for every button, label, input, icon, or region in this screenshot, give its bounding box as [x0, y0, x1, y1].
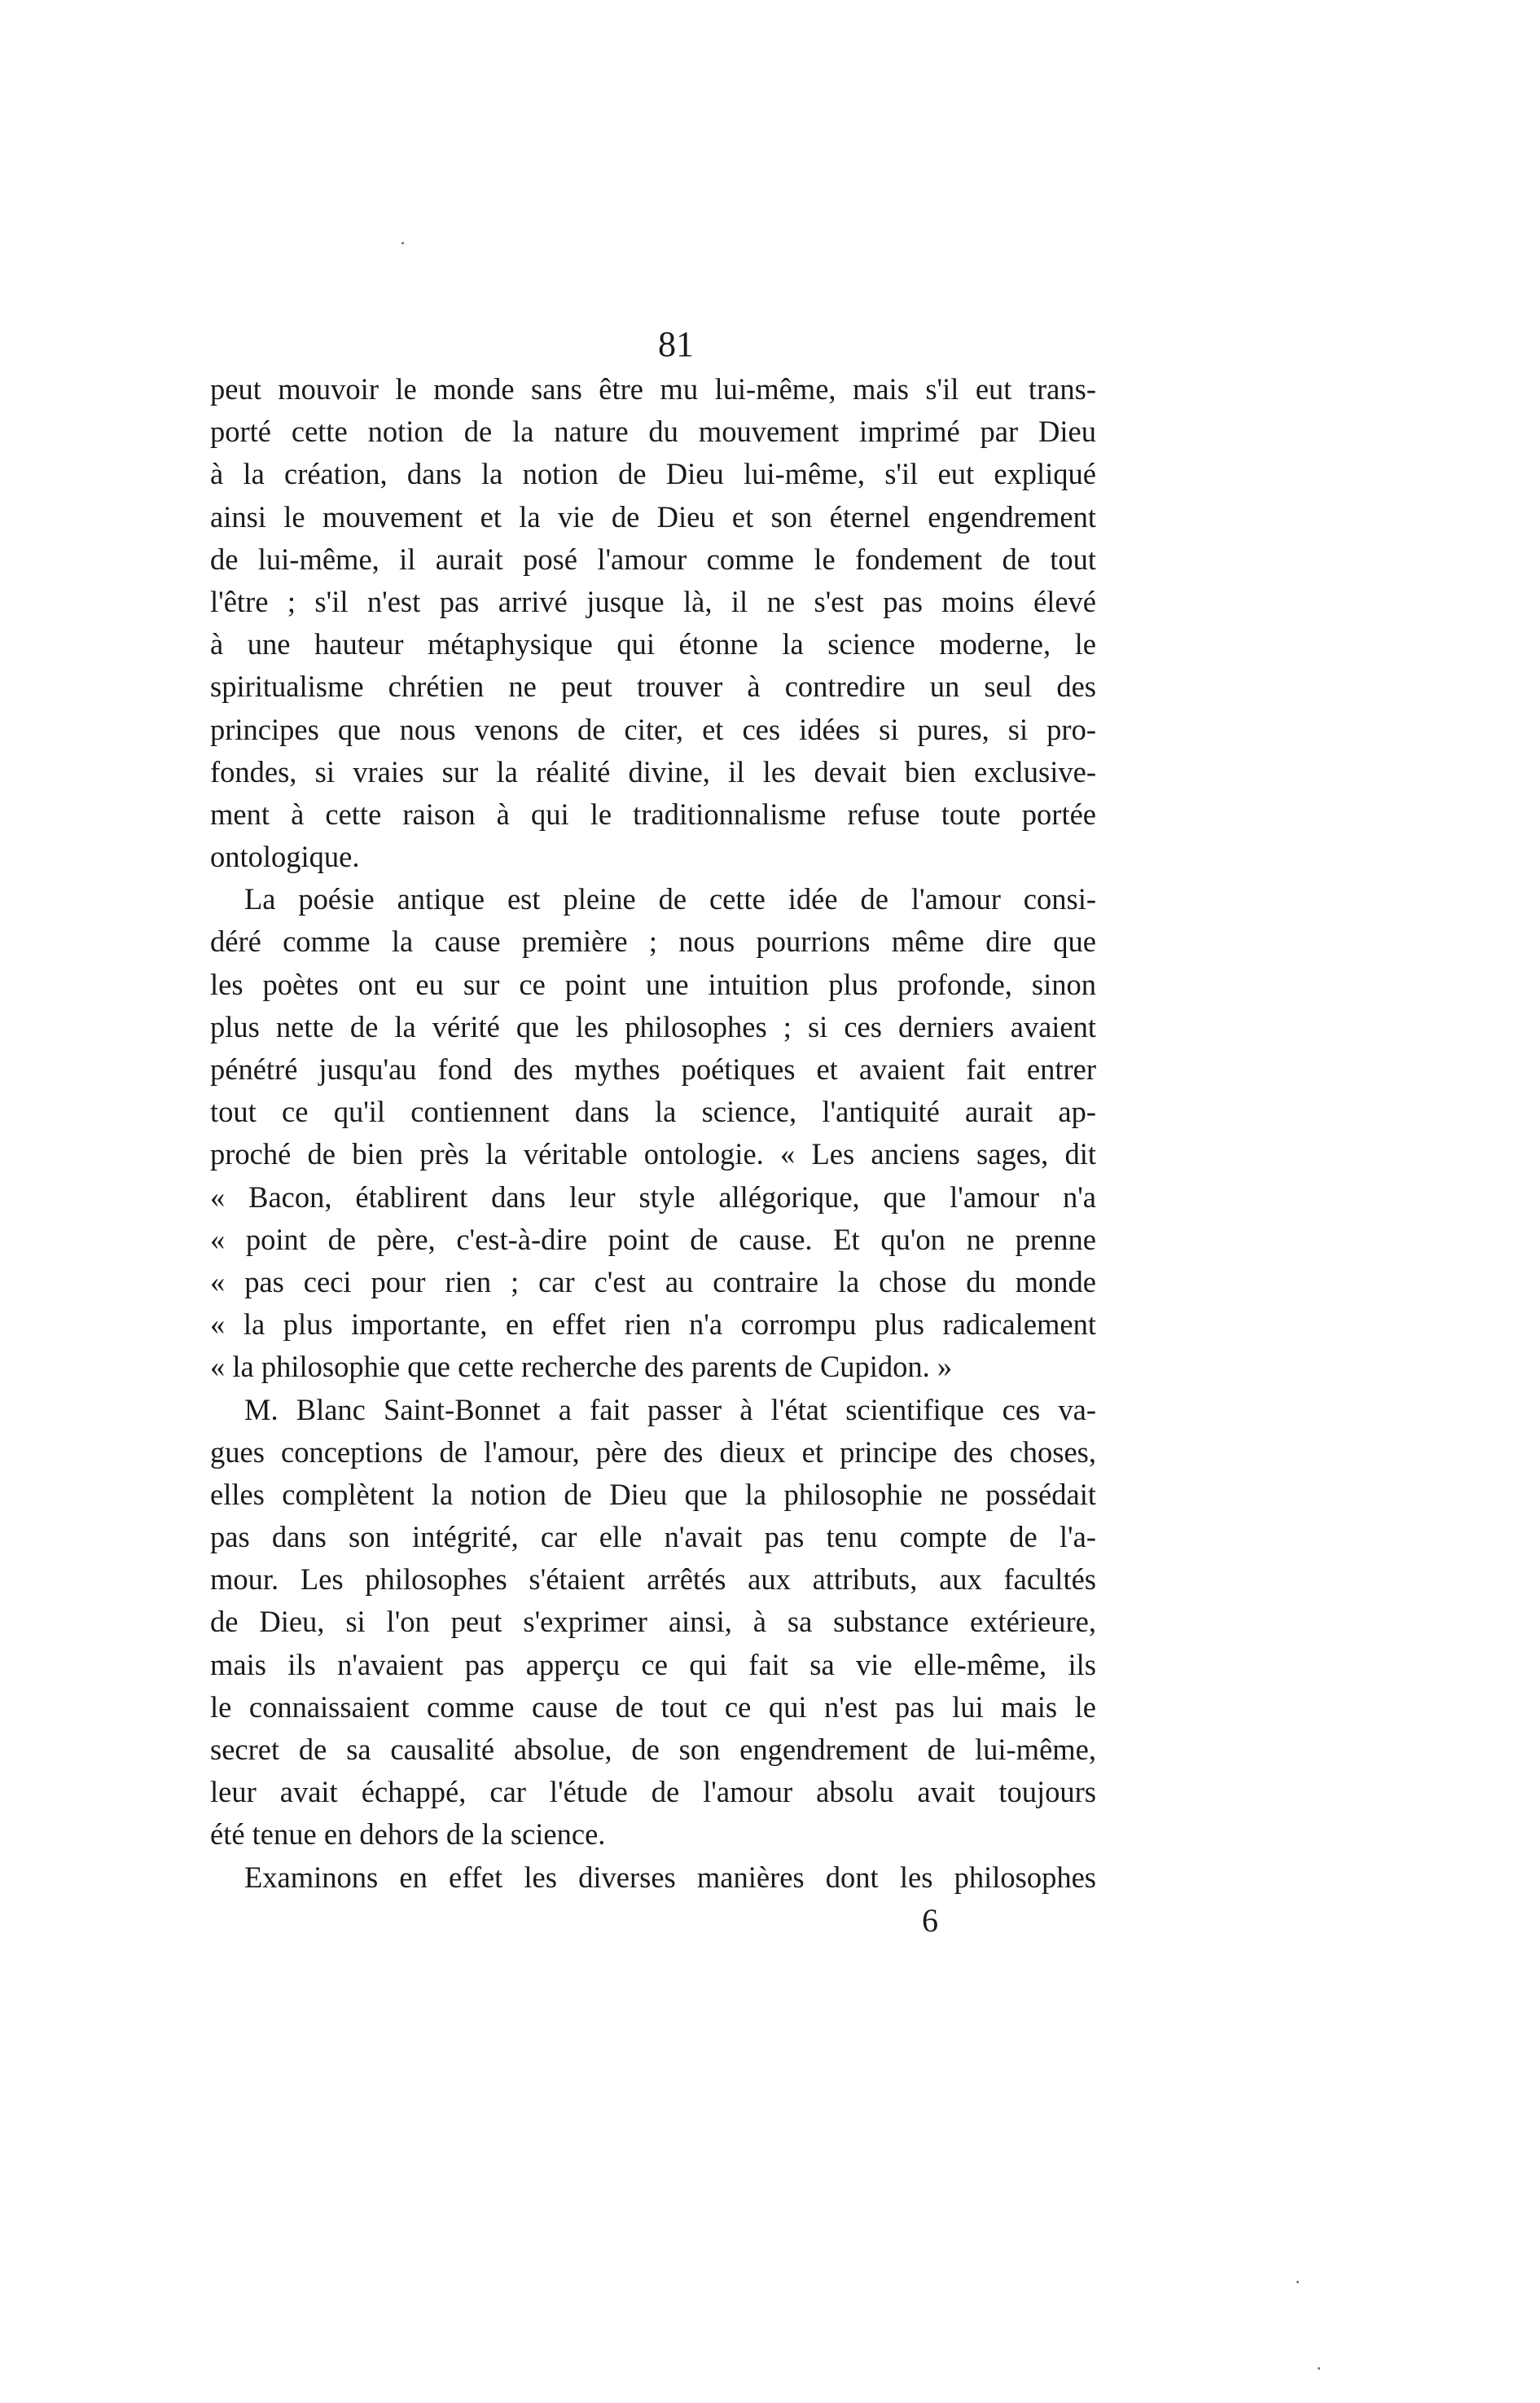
text-line: « pas ceci pour rien ; car c'est au contraire la chose du monde	[210, 1264, 1096, 1298]
text-line: le connaissaient comme cause de tout ce qui n'est pas lui mais le	[210, 1689, 1096, 1724]
text-line: les poètes ont eu sur ce point une intuition plus profonde, sinon	[210, 967, 1096, 1001]
text-line: Examinons en effet les diverses manières dont les philosophes	[244, 1860, 1096, 1894]
text-line: porté cette notion de la nature du mouvement imprimé par Dieu	[210, 415, 1096, 449]
text-line: La poésie antique est pleine de cette idée de l'amour consi-	[244, 882, 1096, 916]
text-line: « la plus importante, en effet rien n'a corrompu plus radicalement	[210, 1307, 1096, 1342]
text-line: fondes, si vraies sur la réalité divine, il les devait bien exclusive-	[210, 754, 1096, 789]
text-line: l'être ; s'il n'est pas arrivé jusque là, il ne s'est pas moins élevé	[210, 584, 1096, 618]
text-line: ontologique.	[210, 840, 360, 874]
text-line: leur avait échappé, car l'étude de l'amour absolu avait toujours	[210, 1775, 1096, 1809]
text-line: plus nette de la vérité que les philosophes ; si ces derniers avaient	[210, 1009, 1096, 1043]
text-line: M. Blanc Saint-Bonnet a fait passer à l'état scientifique ces va-	[244, 1392, 1096, 1426]
paper-speck	[1296, 2281, 1299, 2283]
text-line: pénétré jusqu'au fond des mythes poétiques et avaient fait entrer	[210, 1052, 1096, 1086]
text-line: peut mouvoir le monde sans être mu lui-même, mais s'il eut trans-	[210, 372, 1096, 406]
body-text	[210, 368, 1096, 1899]
text-line: à une hauteur métaphysique qui étonne la science moderne, le	[210, 627, 1096, 661]
text-line: « la philosophie que cette recherche des parents de Cupidon. »	[210, 1350, 953, 1384]
text-line: spiritualisme chrétien ne peut trouver à contredire un seul des	[210, 670, 1096, 704]
page-number: 81	[658, 324, 694, 364]
text-line: principes que nous venons de citer, et ces idées si pures, si pro-	[210, 712, 1096, 746]
text-line: ainsi le mouvement et la vie de Dieu et son éternel engendrement	[210, 499, 1096, 534]
text-line: à la création, dans la notion de Dieu lui-même, s'il eut expliqué	[210, 457, 1096, 491]
text-line: été tenue en dehors de la science.	[210, 1817, 606, 1852]
text-line: « Bacon, établirent dans leur style allégorique, que l'amour n'a	[210, 1180, 1096, 1214]
text-line: mour. Les philosophes s'étaient arrêtés aux attributs, aux facultés	[210, 1562, 1096, 1597]
text-line: gues conceptions de l'amour, père des dieux et principe des choses,	[210, 1434, 1096, 1469]
signature-mark: 6	[922, 1902, 938, 1939]
paper-speck	[1318, 2367, 1320, 2370]
text-line: pas dans son intégrité, car elle n'avait pas tenu compte de l'a-	[210, 1520, 1096, 1554]
text-line: déré comme la cause première ; nous pourrions même dire que	[210, 925, 1096, 959]
text-line: « point de père, c'est-à-dire point de cause. Et qu'on ne prenne	[210, 1222, 1096, 1256]
text-line: ment à cette raison à qui le traditionnalisme refuse toute portée	[210, 797, 1096, 831]
text-line: secret de sa causalité absolue, de son engendrement de lui-même,	[210, 1733, 1096, 1766]
text-line: mais ils n'avaient pas apperçu ce qui fait sa vie elle-même, ils	[210, 1647, 1096, 1681]
text-line: de Dieu, si l'on peut s'exprimer ainsi, à sa substance extérieure,	[210, 1605, 1096, 1639]
paper-speck	[401, 242, 404, 244]
text-line: elles complètent la notion de Dieu que la philosophie ne possédait	[210, 1477, 1096, 1511]
text-line: de lui-même, il aurait posé l'amour comme le fondement de tout	[210, 542, 1096, 576]
text-line: proché de bien près la véritable ontologie. « Les anciens sages, dit	[210, 1137, 1096, 1171]
text-line: tout ce qu'il contiennent dans la science, l'antiquité aurait ap-	[210, 1095, 1096, 1129]
